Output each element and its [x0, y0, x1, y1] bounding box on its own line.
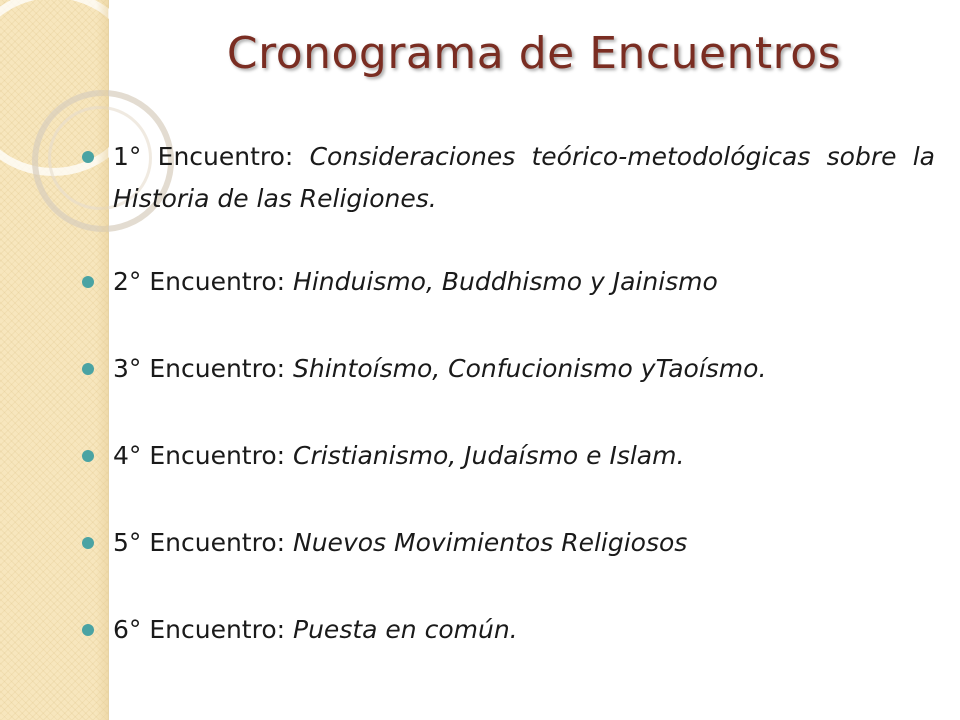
item-label: 4° Encuentro:: [113, 441, 294, 470]
bullet-icon: [82, 276, 94, 288]
bullet-icon: [82, 363, 94, 375]
item-label: 6° Encuentro:: [113, 615, 294, 644]
bullet-icon: [82, 151, 94, 163]
list-item: [80, 522, 935, 564]
schedule-list: [80, 136, 935, 696]
bullet-icon: [82, 624, 94, 636]
item-topic: Hinduismo, Buddhismo y Jainismo: [293, 267, 718, 296]
bullet-icon: [82, 537, 94, 549]
list-item: [80, 261, 935, 303]
list-item: [80, 435, 935, 477]
item-topic: Cristianismo, Judaísmo e Islam.: [293, 441, 685, 470]
item-topic: Puesta en común.: [293, 615, 518, 644]
item-label: 5° Encuentro:: [113, 528, 294, 557]
item-label: 3° Encuentro:: [113, 354, 294, 383]
slide-title: Cronograma de Encuentros: [226, 28, 842, 79]
list-item: [80, 348, 935, 390]
item-topic: Shintoísmo, Confucionismo yTaoísmo.: [293, 354, 767, 383]
item-topic: Consideraciones teórico-metodológicas sobre la Historia de las Religiones.: [113, 142, 935, 213]
item-label: 1° Encuentro:: [113, 142, 310, 171]
list-item: [80, 609, 935, 651]
list-item: [80, 136, 935, 220]
item-label: 2° Encuentro:: [113, 267, 294, 296]
bullet-icon: [82, 450, 94, 462]
item-topic: Nuevos Movimientos Religiosos: [293, 528, 688, 557]
